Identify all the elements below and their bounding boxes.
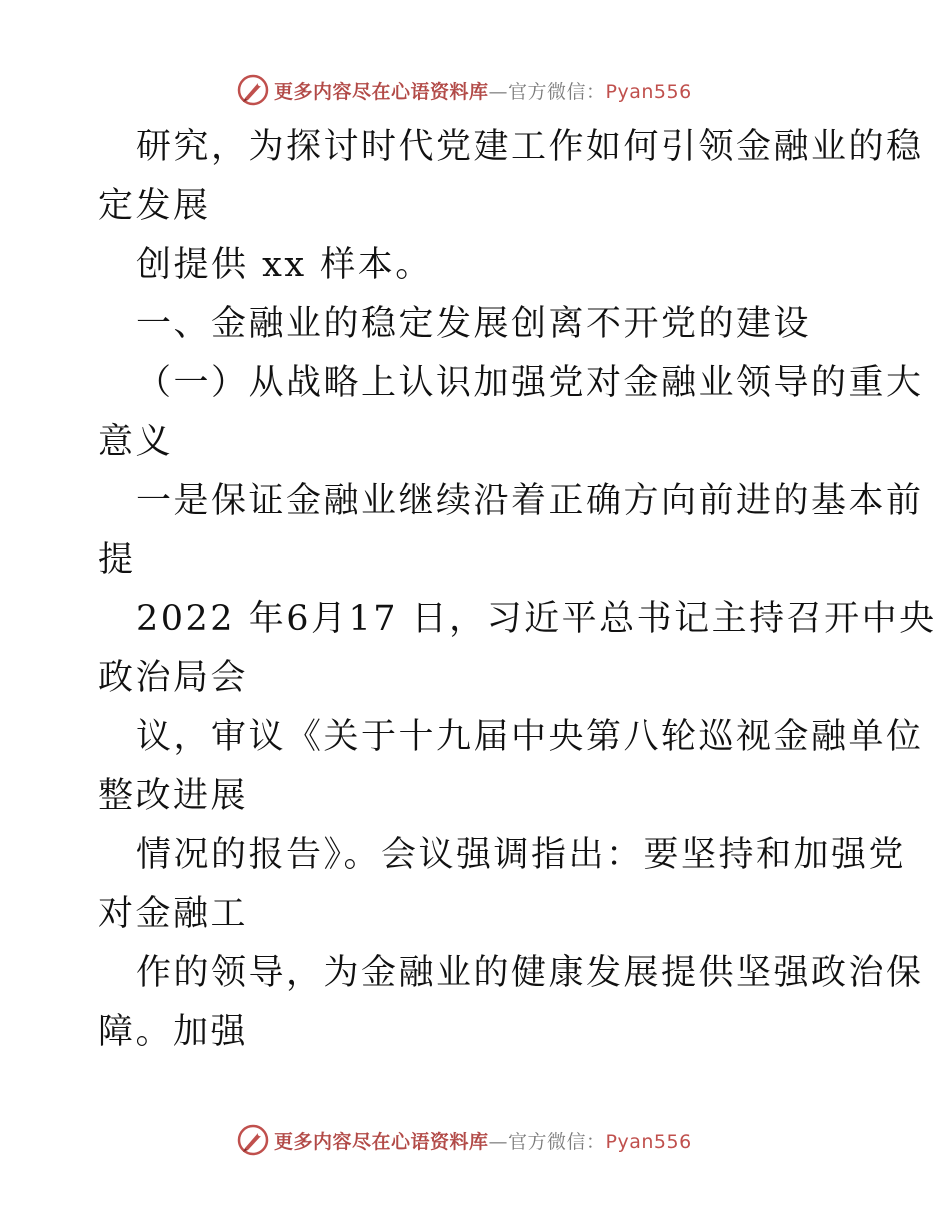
body-line: 一是保证金融业继续沿着正确方向前进的基本前 xyxy=(136,481,924,521)
watermark-site-text: 更多内容尽在心语资料库 xyxy=(274,1130,489,1153)
watermark-wechat-label: 官方微信： xyxy=(508,80,606,103)
body-line: 提 xyxy=(98,540,136,580)
body-line: 整改进展 xyxy=(98,776,249,816)
body-line: 政治局会 xyxy=(98,658,249,698)
document-body xyxy=(98,118,937,1062)
watermark-text xyxy=(274,1127,692,1154)
watermark-dash: — xyxy=(488,1130,509,1153)
watermark-wechat-label: 官方微信： xyxy=(508,1130,606,1153)
section-heading: 一、金融业的稳定发展创离不开党的建设 xyxy=(136,304,812,344)
footer-watermark xyxy=(236,1122,692,1158)
watermark-text xyxy=(274,77,692,104)
watermark-wechat-id: Pyan556 xyxy=(605,80,692,103)
body-line: 作的领导，为金融业的健康发展提供坚强政治保 xyxy=(136,953,924,993)
body-line: 研究，为探讨时代党建工作如何引领金融业的稳 xyxy=(136,127,924,167)
watermark-dash: — xyxy=(488,80,509,103)
watermark-site-text: 更多内容尽在心语资料库 xyxy=(274,80,489,103)
body-line: 对金融工 xyxy=(98,894,249,934)
body-line: 创提供 xx 样本。 xyxy=(136,245,433,285)
body-line: 情况的报告》。会议强调指出：要坚持和加强党 xyxy=(136,835,907,875)
body-line: 障。加强 xyxy=(98,1012,249,1052)
header-watermark xyxy=(236,72,692,108)
body-line: 2022 年6月17 日，习近平总书记主持召开中央 xyxy=(136,599,937,639)
pen-logo-icon xyxy=(236,1123,270,1157)
watermark-wechat-id: Pyan556 xyxy=(605,1130,692,1153)
pen-logo-icon xyxy=(236,73,270,107)
subsection-heading: （一）从战略上认识加强党对金融业领导的重大 xyxy=(136,363,924,403)
body-line: 意义 xyxy=(98,422,174,462)
body-line: 议，审议《关于十九届中央第八轮巡视金融单位 xyxy=(136,717,924,757)
body-line: 定发展 xyxy=(98,186,211,226)
